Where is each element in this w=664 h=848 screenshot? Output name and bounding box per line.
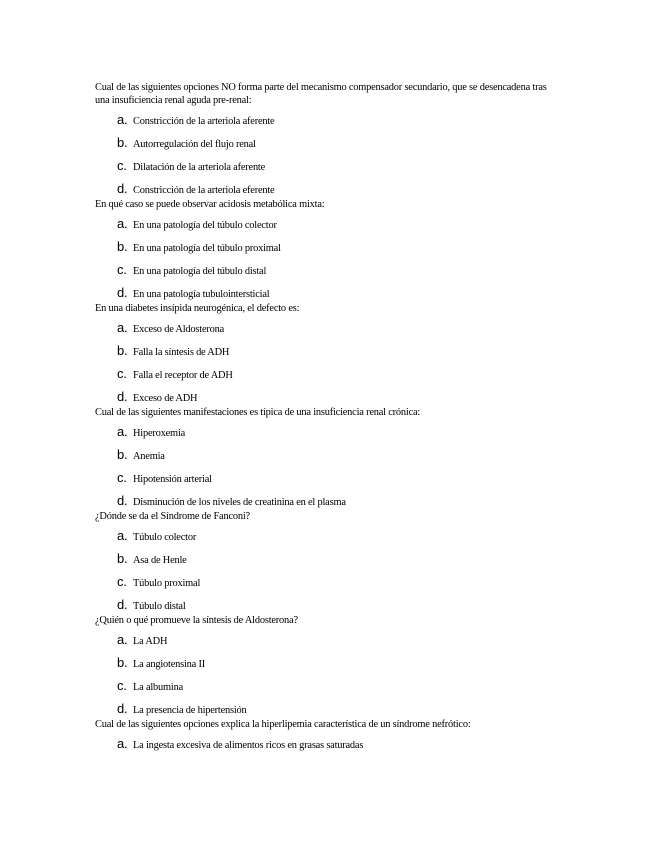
question-text: Cual de las siguientes opciones NO forma parte del mecanismo compensador secundario, que se desencadena tras una insuficiencia renal aguda pre-renal: bbox=[95, 82, 547, 106]
answer-option bbox=[95, 574, 555, 597]
answer-option bbox=[95, 112, 555, 135]
option-letter: c. bbox=[117, 158, 127, 173]
answer-option bbox=[95, 262, 555, 285]
question-text: En qué caso se puede observar acidosis metabólica mixta: bbox=[95, 199, 325, 210]
answer-option bbox=[95, 320, 555, 343]
answer-option bbox=[95, 424, 555, 447]
answer-option bbox=[95, 343, 555, 366]
answer-option bbox=[95, 239, 555, 262]
question-text: En una diabetes insípida neurogénica, el defecto es: bbox=[95, 303, 300, 314]
option-letter: c. bbox=[117, 678, 127, 693]
answer-option bbox=[95, 632, 555, 655]
question-text: ¿Dónde se da el Síndrome de Fanconi? bbox=[95, 511, 250, 522]
option-text: Dilatación de la arteriola aferente bbox=[133, 162, 266, 173]
option-letter: c. bbox=[117, 470, 127, 485]
question-block bbox=[95, 614, 555, 724]
option-text: Túbulo colector bbox=[133, 532, 197, 543]
option-text: Túbulo proximal bbox=[133, 578, 201, 589]
option-text: Exceso de ADH bbox=[133, 393, 198, 404]
option-letter: d. bbox=[117, 181, 128, 196]
option-text: Falla la síntesis de ADH bbox=[133, 347, 230, 358]
option-text: La angiotensina II bbox=[133, 659, 205, 670]
option-text: Autorregulación del flujo renal bbox=[133, 139, 256, 150]
answer-option bbox=[95, 528, 555, 551]
option-list bbox=[95, 216, 555, 308]
option-letter: a. bbox=[117, 320, 128, 335]
option-letter: d. bbox=[117, 389, 128, 404]
option-text: En una patología del túbulo distal bbox=[133, 266, 267, 277]
option-text: Exceso de Aldosterona bbox=[133, 324, 225, 335]
option-text: Constricción de la arteriola eferente bbox=[133, 185, 275, 196]
question-block bbox=[95, 718, 555, 759]
question-block bbox=[95, 510, 555, 620]
answer-option bbox=[95, 470, 555, 493]
answer-option bbox=[95, 551, 555, 574]
option-letter: b. bbox=[117, 551, 128, 566]
option-letter: b. bbox=[117, 135, 128, 150]
option-list bbox=[95, 112, 555, 204]
option-text: La ADH bbox=[133, 636, 168, 647]
option-text: Hiperoxemia bbox=[133, 428, 186, 439]
answer-option bbox=[95, 678, 555, 701]
option-letter: d. bbox=[117, 597, 128, 612]
answer-option bbox=[95, 655, 555, 678]
option-text: Asa de Henle bbox=[133, 555, 187, 566]
option-letter: a. bbox=[117, 528, 128, 543]
option-list bbox=[95, 736, 555, 759]
option-letter: c. bbox=[117, 262, 127, 277]
answer-option bbox=[95, 216, 555, 239]
question-block bbox=[95, 81, 555, 204]
option-text: En una patología tubulointersticial bbox=[133, 289, 270, 300]
option-letter: c. bbox=[117, 574, 127, 589]
option-letter: d. bbox=[117, 285, 128, 300]
option-text: En una patología del túbulo proximal bbox=[133, 243, 281, 254]
option-text: La albumina bbox=[133, 682, 184, 693]
question-block bbox=[95, 406, 555, 516]
question-text: Cual de las siguientes manifestaciones es típica de una insuficiencia renal crónica: bbox=[95, 407, 421, 418]
option-letter: a. bbox=[117, 424, 128, 439]
option-list bbox=[95, 424, 555, 516]
answer-option bbox=[95, 135, 555, 158]
option-letter: b. bbox=[117, 239, 128, 254]
option-letter: b. bbox=[117, 343, 128, 358]
option-letter: b. bbox=[117, 655, 128, 670]
answer-option bbox=[95, 447, 555, 470]
question-text: ¿Quién o qué promueve la síntesis de Aldosterona? bbox=[95, 615, 298, 626]
option-text: Disminución de los niveles de creatinina en el plasma bbox=[133, 497, 346, 508]
option-text: Túbulo distal bbox=[133, 601, 186, 612]
option-text: En una patología del túbulo colector bbox=[133, 220, 277, 231]
quiz-document bbox=[95, 81, 555, 759]
answer-option bbox=[95, 366, 555, 389]
option-letter: a. bbox=[117, 736, 128, 751]
option-letter: b. bbox=[117, 447, 128, 462]
option-list bbox=[95, 632, 555, 724]
option-letter: a. bbox=[117, 216, 128, 231]
question-block bbox=[95, 302, 555, 412]
option-letter: c. bbox=[117, 366, 127, 381]
option-list bbox=[95, 528, 555, 620]
option-text: La presencia de hipertensión bbox=[133, 705, 247, 716]
question-block bbox=[95, 198, 555, 308]
option-letter: a. bbox=[117, 112, 128, 127]
option-letter: d. bbox=[117, 493, 128, 508]
option-text: La ingesta excesiva de alimentos ricos en grasas saturadas bbox=[133, 740, 364, 751]
answer-option bbox=[95, 158, 555, 181]
option-letter: a. bbox=[117, 632, 128, 647]
option-text: Falla el receptor de ADH bbox=[133, 370, 233, 381]
option-text: Constricción de la arteriola aferente bbox=[133, 116, 275, 127]
question-text: Cual de las siguientes opciones explica la hiperlipemia característica de un síndrome nefrótico: bbox=[95, 719, 471, 730]
option-list bbox=[95, 320, 555, 412]
answer-option bbox=[95, 736, 555, 759]
option-letter: d. bbox=[117, 701, 128, 716]
option-text: Hipotensión arterial bbox=[133, 474, 212, 485]
option-text: Anemia bbox=[133, 451, 165, 462]
